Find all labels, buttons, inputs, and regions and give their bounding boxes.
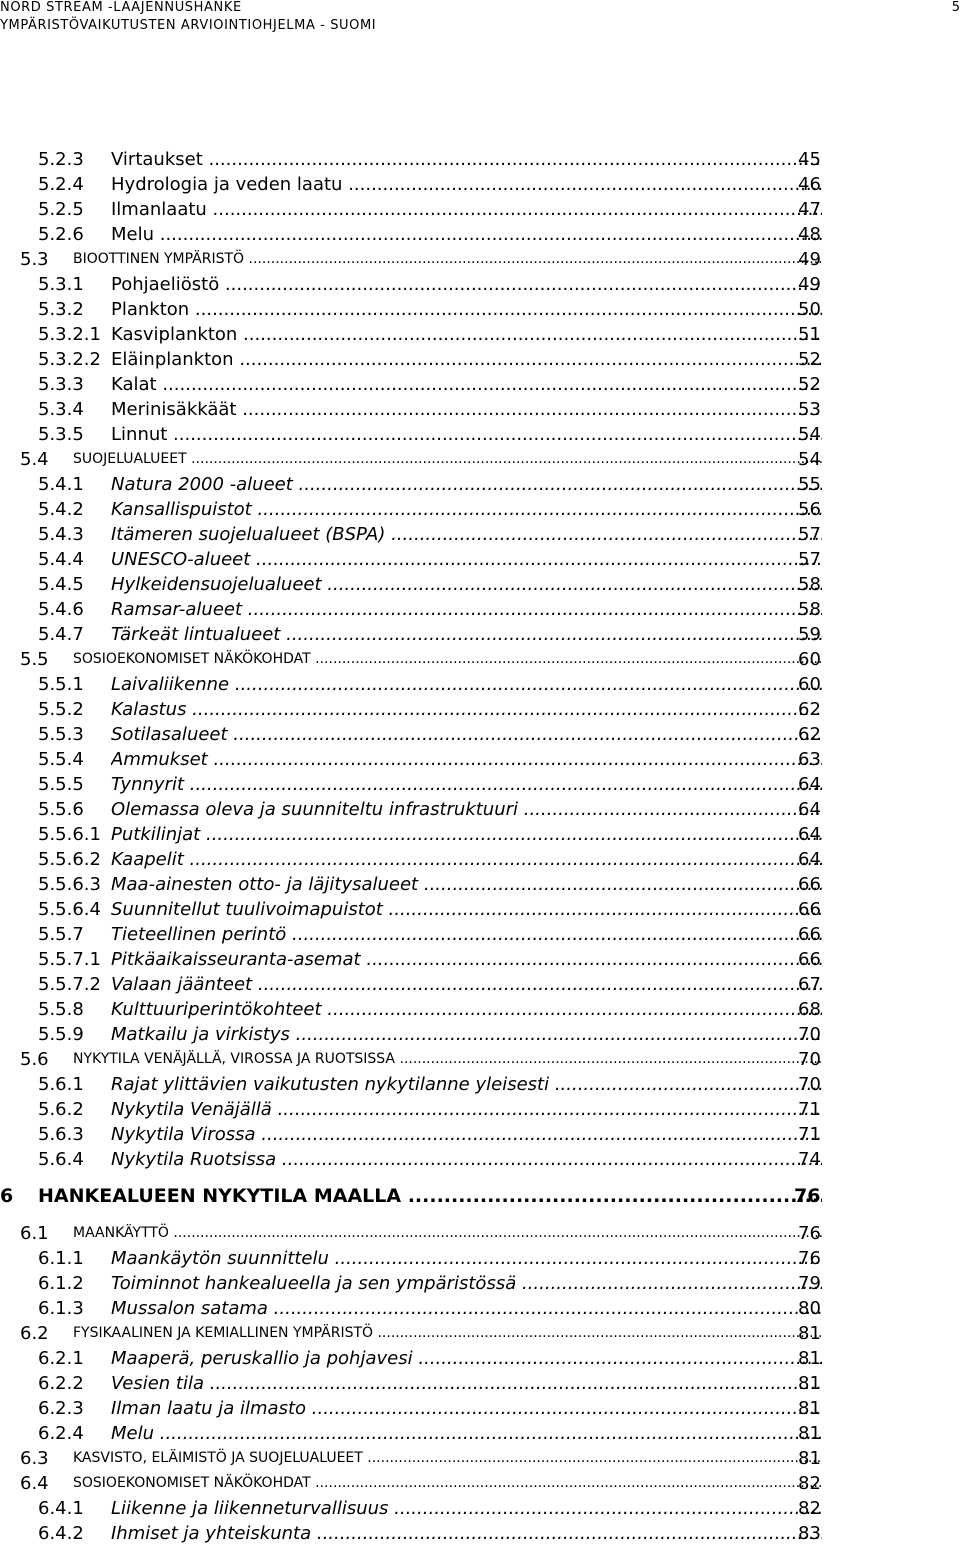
toc-entry[interactable]: [0, 247, 960, 272]
toc-entry-number: 5.2.5: [38, 199, 84, 220]
toc-entry-number: 5.4.3: [38, 524, 84, 545]
header-document-title: YMPÄRISTÖVAIKUTUSTEN ARVIOINTIOHJELMA - SUOMI: [0, 18, 377, 33]
toc-entry-number: 5.6.3: [38, 1124, 84, 1145]
toc-entry-number: 5.3.1: [38, 274, 84, 295]
toc-entry-title: FYSIKAALINEN JA KEMIALLINEN YMPÄRISTÖ .....: [73, 1321, 822, 1346]
toc-entry-page: 64: [798, 824, 821, 845]
toc-entry[interactable]: [0, 472, 960, 497]
toc-entry-title: Ramsar-alueet .....: [111, 597, 822, 622]
toc-entry-page: 59: [798, 624, 821, 645]
toc-entry-number: 5.4.1: [38, 474, 84, 495]
toc-entry[interactable]: [0, 1521, 960, 1546]
toc-entry-page: 70: [798, 1024, 821, 1045]
toc-entry-page: 67: [798, 974, 821, 995]
toc-entry-title: Laivaliikenne .....: [111, 672, 822, 697]
toc-entry-page: 76: [798, 1248, 821, 1269]
toc-entry[interactable]: [0, 897, 960, 922]
toc-entry-title: Olemassa oleva ja suunniteltu infrastruktuuri .....: [111, 797, 822, 822]
toc-entry-number: 5.5.6.3: [38, 874, 101, 895]
toc-entry-title: Melu .....: [111, 1421, 822, 1446]
toc-entry-title: Tynnyrit .....: [111, 772, 822, 797]
toc-entry-page: 54: [798, 449, 821, 470]
toc-entry-title: Melu .....: [111, 222, 822, 247]
toc-entry-page: 81: [798, 1373, 821, 1394]
toc-entry-title: Matkailu ja virkistys .....: [111, 1022, 822, 1047]
toc-entry-page: 55: [798, 474, 821, 495]
toc-entry-number: 5.3: [20, 249, 49, 270]
toc-entry-number: 5.3.2.1: [38, 324, 101, 345]
toc-entry-page: 58: [798, 599, 821, 620]
toc-entry[interactable]: [0, 672, 960, 697]
toc-entry-page: 66: [798, 949, 821, 970]
toc-entry-number: 5.2.6: [38, 224, 84, 245]
toc-entry[interactable]: [0, 972, 960, 997]
toc-entry-page: 66: [798, 899, 821, 920]
toc-entry-title: Kulttuuriperintökohteet .....: [111, 997, 822, 1022]
toc-entry-title: Pohjaeliöstö .....: [111, 272, 822, 297]
toc-entry-number: 6.4.1: [38, 1498, 84, 1519]
toc-entry-title: Nykytila Virossa .....: [111, 1122, 822, 1147]
toc-entry-number: 5.6.1: [38, 1074, 84, 1095]
toc-entry-title: Linnut .....: [111, 422, 822, 447]
toc-entry-title: Putkilinjat .....: [111, 822, 822, 847]
toc-entry-title: Hylkeidensuojelualueet .....: [111, 572, 822, 597]
toc-entry-number: 5.5.2: [38, 699, 84, 720]
toc-entry[interactable]: [0, 1047, 960, 1072]
toc-entry-number: 5.5.6: [38, 799, 84, 820]
toc-entry-title: Tieteellinen perintö .....: [111, 922, 822, 947]
toc-entry-number: 5.2.3: [38, 149, 84, 170]
toc-entry-title: Rajat ylittävien vaikutusten nykytilanne yleisesti .....: [111, 1072, 822, 1097]
toc-entry-number: 5.5.7: [38, 924, 84, 945]
toc-entry-page: 60: [798, 674, 821, 695]
toc-entry-title: Kalat .....: [111, 372, 822, 397]
toc-entry-title: MAANKÄYTTÖ .....: [73, 1221, 822, 1246]
toc-entry-title: Mussalon satama .....: [111, 1296, 822, 1321]
toc-entry[interactable]: [0, 272, 960, 297]
toc-entry-number: 6.2.3: [38, 1398, 84, 1419]
toc-entry-page: 74: [798, 1149, 821, 1170]
toc-entry-number: 6.4.2: [38, 1523, 84, 1544]
toc-entry[interactable]: [0, 1097, 960, 1122]
toc-entry-page: 46: [798, 174, 821, 195]
toc-entry-title: SOSIOEKONOMISET NÄKÖKOHDAT .....: [73, 647, 822, 672]
toc-entry-page: 66: [798, 874, 821, 895]
toc-entry-number: 5.6.4: [38, 1149, 84, 1170]
toc-entry-page: 56: [798, 499, 821, 520]
toc-entry-number: 5.4.4: [38, 549, 84, 570]
toc-entry[interactable]: [0, 222, 960, 247]
toc-entry[interactable]: [0, 347, 960, 372]
toc-entry-number: 5.3.3: [38, 374, 84, 395]
header-project-title: NORD STREAM -LAAJENNUSHANKE: [0, 0, 242, 15]
toc-entry-title: Toiminnot hankealueella ja sen ympäristössä .....: [111, 1271, 822, 1296]
toc-entry-number: 5.4.5: [38, 574, 84, 595]
toc-entry-number: 5.4.7: [38, 624, 84, 645]
toc-entry-title: BIOOTTINEN YMPÄRISTÖ .....: [73, 247, 822, 272]
toc-entry-page: 81: [798, 1348, 821, 1369]
toc-entry-page: 81: [798, 1323, 821, 1344]
toc-entry-title: Nykytila Venäjällä .....: [111, 1097, 822, 1122]
toc-entry-title: UNESCO-alueet .....: [111, 547, 822, 572]
toc-entry-page: 52: [798, 374, 821, 395]
toc-entry-number: 5.5.9: [38, 1024, 84, 1045]
toc-entry-page: 68: [798, 999, 821, 1020]
toc-entry[interactable]: [0, 522, 960, 547]
toc-entry[interactable]: [0, 1321, 960, 1346]
toc-entry-number: 5.5.6.1: [38, 824, 101, 845]
toc-entry[interactable]: [0, 697, 960, 722]
toc-entry-number: 5.6: [20, 1049, 49, 1070]
toc-entry-number: 6.3: [20, 1448, 49, 1469]
toc-entry-number: 5.6.2: [38, 1099, 84, 1120]
toc-entry[interactable]: [0, 497, 960, 522]
toc-entry[interactable]: [0, 572, 960, 597]
toc-chapter-entry[interactable]: [0, 1184, 960, 1209]
toc-entry-title: Eläinplankton .....: [111, 347, 822, 372]
toc-entry-page: 83: [798, 1523, 821, 1544]
toc-entry-title: Tärkeät lintualueet .....: [111, 622, 822, 647]
toc-entry-number: 5.5.3: [38, 724, 84, 745]
toc-entry[interactable]: [0, 597, 960, 622]
toc-entry-page: 45: [798, 149, 821, 170]
toc-entry[interactable]: [0, 172, 960, 197]
toc-entry-number: 5.4.2: [38, 499, 84, 520]
toc-entry-number: 5.4: [20, 449, 49, 470]
toc-entry[interactable]: [0, 1122, 960, 1147]
toc-entry-page: 62: [798, 699, 821, 720]
toc-entry-page: 79: [798, 1273, 821, 1294]
toc-entry-number: 5.5.5: [38, 774, 84, 795]
toc-entry-page: 57: [798, 524, 821, 545]
toc-entry-page: 58: [798, 574, 821, 595]
toc-entry-title: Kaapelit .....: [111, 847, 822, 872]
toc-entry-title: Nykytila Ruotsissa .....: [111, 1147, 822, 1172]
toc-entry-title: Merinisäkkäät .....: [111, 397, 822, 422]
toc-entry[interactable]: [0, 1346, 960, 1371]
toc-entry-number: 6.4: [20, 1473, 49, 1494]
toc-entry-page: 71: [798, 1099, 821, 1120]
toc-entry-number: 5.4.6: [38, 599, 84, 620]
toc-entry-title: Maa-ainesten otto- ja läjitysalueet .....: [111, 872, 822, 897]
toc-entry-title: SOSIOEKONOMISET NÄKÖKOHDAT .....: [73, 1471, 822, 1496]
toc-entry-number: 5.5.7.1: [38, 949, 101, 970]
toc-entry[interactable]: [0, 847, 960, 872]
toc-entry[interactable]: [0, 622, 960, 647]
toc-entry[interactable]: [0, 747, 960, 772]
toc-entry[interactable]: [0, 1396, 960, 1421]
toc-entry-title: Ihmiset ja yhteiskunta .....: [111, 1521, 822, 1546]
toc-entry[interactable]: [0, 1271, 960, 1296]
toc-entry[interactable]: [0, 1446, 960, 1471]
toc-entry[interactable]: [0, 147, 960, 172]
toc-entry-page: 82: [798, 1498, 821, 1519]
toc-entry[interactable]: [0, 647, 960, 672]
toc-entry-number: 5.5.6.4: [38, 899, 101, 920]
toc-entry-page: 76: [794, 1185, 821, 1207]
toc-entry-title: Kansallispuistot .....: [111, 497, 822, 522]
toc-entry-number: 5.5: [20, 649, 49, 670]
toc-entry-number: 6.1.1: [38, 1248, 84, 1269]
toc-entry-page: 63: [798, 749, 821, 770]
toc-entry-title: Sotilasalueet .....: [111, 722, 822, 747]
toc-entry-title: Virtaukset .....: [111, 147, 822, 172]
toc-entry-title: Ilman laatu ja ilmasto .....: [111, 1396, 822, 1421]
toc-entry-page: 54: [798, 424, 821, 445]
toc-entry[interactable]: [0, 1246, 960, 1271]
toc-entry-page: 50: [798, 299, 821, 320]
toc-entry-number: 5.3.5: [38, 424, 84, 445]
toc-entry-page: 81: [798, 1423, 821, 1444]
toc-entry[interactable]: [0, 947, 960, 972]
toc-entry[interactable]: [0, 1496, 960, 1521]
toc-entry-number: 6.2: [20, 1323, 49, 1344]
toc-entry-page: 81: [798, 1398, 821, 1419]
toc-entry-title: Pitkäaikaisseuranta-asemat .....: [111, 947, 822, 972]
toc-entry[interactable]: [0, 797, 960, 822]
toc-entry-page: 71: [798, 1124, 821, 1145]
toc-entry-title: SUOJELUALUEET .....: [73, 447, 822, 472]
toc-entry[interactable]: [0, 822, 960, 847]
toc-entry[interactable]: [0, 397, 960, 422]
toc-entry-number: 6.1.3: [38, 1298, 84, 1319]
toc-entry[interactable]: [0, 547, 960, 572]
toc-entry-number: 6.2.1: [38, 1348, 84, 1369]
toc-entry-page: 53: [798, 399, 821, 420]
toc-entry-number: 6.2.4: [38, 1423, 84, 1444]
toc-entry-title: Ilmanlaatu .....: [111, 197, 822, 222]
toc-entry-page: 57: [798, 549, 821, 570]
toc-entry-number: 5.2.4: [38, 174, 84, 195]
toc-entry-page: 70: [798, 1049, 821, 1070]
toc-entry-title: Ammukset .....: [111, 747, 822, 772]
toc-entry-number: 6.1.2: [38, 1273, 84, 1294]
toc-entry-number: 5.5.8: [38, 999, 84, 1020]
toc-entry-number: 5.5.1: [38, 674, 84, 695]
toc-entry-page: 62: [798, 724, 821, 745]
toc-entry[interactable]: [0, 372, 960, 397]
toc-entry[interactable]: [0, 997, 960, 1022]
toc-entry[interactable]: [0, 1221, 960, 1246]
toc-entry-page: 81: [798, 1448, 821, 1469]
toc-entry-title: Kalastus .....: [111, 697, 822, 722]
toc-entry-title: Vesien tila .....: [111, 1371, 822, 1396]
toc-entry-page: 66: [798, 924, 821, 945]
toc-entry[interactable]: [0, 447, 960, 472]
toc-entry-page: 47: [798, 199, 821, 220]
toc-entry-page: 51: [798, 324, 821, 345]
toc-entry-title: Natura 2000 -alueet .....: [111, 472, 822, 497]
toc-entry[interactable]: [0, 922, 960, 947]
toc-entry-title: Plankton .....: [111, 297, 822, 322]
toc-entry-page: 52: [798, 349, 821, 370]
toc-entry[interactable]: [0, 872, 960, 897]
toc-entry-number: 5.5.6.2: [38, 849, 101, 870]
toc-entry-number: 5.3.2.2: [38, 349, 101, 370]
toc-entry-number: 5.5.7.2: [38, 974, 101, 995]
toc-entry-number: 6: [0, 1185, 14, 1207]
toc-entry[interactable]: [0, 1147, 960, 1172]
toc-entry-page: 60: [798, 649, 821, 670]
toc-entry-title: Valaan jäänteet .....: [111, 972, 822, 997]
toc-entry-page: 76: [798, 1223, 821, 1244]
toc-entry-title: Suunnitellut tuulivoimapuistot .....: [111, 897, 822, 922]
toc-entry-page: 49: [798, 249, 821, 270]
toc-entry-title: Kasviplankton .....: [111, 322, 822, 347]
toc-entry-page: 64: [798, 849, 821, 870]
toc-entry[interactable]: [0, 1296, 960, 1321]
toc-entry[interactable]: [0, 1022, 960, 1047]
toc-entry-page: 80: [798, 1298, 821, 1319]
toc-entry[interactable]: [0, 1371, 960, 1396]
toc-entry[interactable]: [0, 1421, 960, 1446]
toc-entry-title: NYKYTILA VENÄJÄLLÄ, VIROSSA JA RUOTSISSA .....: [73, 1047, 822, 1072]
toc-entry-page: 48: [798, 224, 821, 245]
toc-entry-title: HANKEALUEEN NYKYTILA MAALLA .....: [38, 1184, 822, 1209]
toc-entry-page: 82: [798, 1473, 821, 1494]
toc-entry-number: 5.3.2: [38, 299, 84, 320]
toc-entry[interactable]: [0, 197, 960, 222]
toc-entry-title: Maaperä, peruskallio ja pohjavesi .....: [111, 1346, 822, 1371]
toc-entry-page: 64: [798, 799, 821, 820]
toc-entry[interactable]: [0, 322, 960, 347]
toc-entry-page: 64: [798, 774, 821, 795]
toc-entry[interactable]: [0, 1471, 960, 1496]
toc-entry-title: KASVISTO, ELÄIMISTÖ JA SUOJELUALUEET .....: [73, 1446, 822, 1471]
toc-entry[interactable]: [0, 297, 960, 322]
toc-entry-title: Hydrologia ja veden laatu .....: [111, 172, 822, 197]
toc-entry[interactable]: [0, 1072, 960, 1097]
toc-entry-number: 6.2.2: [38, 1373, 84, 1394]
toc-entry-title: Itämeren suojelualueet (BSPA) .....: [111, 522, 822, 547]
toc-entry-page: 70: [798, 1074, 821, 1095]
toc-entry-title: Liikenne ja liikenneturvallisuus .....: [111, 1496, 822, 1521]
toc-entry-number: 6.1: [20, 1223, 49, 1244]
toc-entry[interactable]: [0, 422, 960, 447]
toc-entry[interactable]: [0, 772, 960, 797]
page-number: 5: [951, 0, 960, 15]
toc-entry-number: 5.3.4: [38, 399, 84, 420]
toc-entry-page: 49: [798, 274, 821, 295]
toc-entry[interactable]: [0, 722, 960, 747]
toc-entry-title: Maankäytön suunnittelu .....: [111, 1246, 822, 1271]
toc-entry-number: 5.5.4: [38, 749, 84, 770]
